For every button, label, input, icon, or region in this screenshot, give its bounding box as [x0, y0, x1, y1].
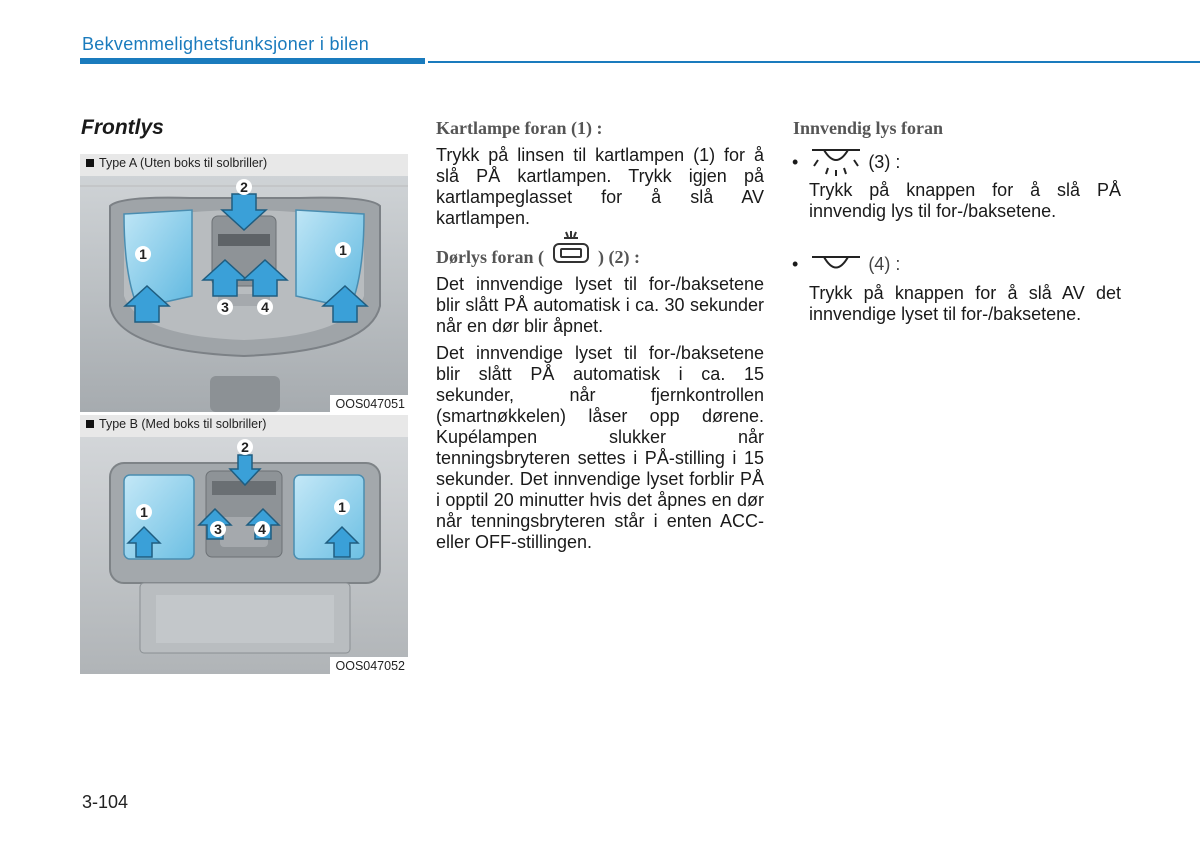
header-rule-thick: [80, 58, 425, 64]
bullet: •: [792, 253, 799, 274]
callout-1-right: 1: [338, 499, 346, 515]
lamp-on-icon: [810, 146, 862, 178]
figure-type-b: [80, 415, 408, 674]
figure-caption: Type B (Med boks til solbriller): [86, 417, 266, 431]
lamp-off-item: [792, 252, 900, 276]
figure-type-b-illustration: [80, 437, 408, 674]
figure-type-a-illustration: [80, 176, 408, 412]
figure-type-a: [80, 154, 408, 412]
lamp-off-icon: [810, 252, 862, 276]
callout-4: 4: [261, 299, 269, 315]
door-light-paragraph-1: Det innvendige lyset til for-/baksetene blir slått PÅ automatisk i ca. 30 sekunder når en dør blir åpnet.: [436, 274, 764, 336]
lamp-on-item: [792, 146, 900, 178]
callout-3: 3: [214, 521, 222, 537]
map-lamp-text: Trykk på linsen til kartlampen (1) for å slå PÅ kartlampen. Trykk igjen på kartlampeglasset for å slå AV kartlampen.: [436, 145, 764, 228]
map-lamp-heading: Kartlampe foran (1) :: [436, 118, 603, 138]
figure-code: OOS047051: [330, 395, 409, 412]
callout-2: 2: [240, 179, 248, 195]
callout-1-left: 1: [140, 504, 148, 520]
page-number: 3-104: [82, 792, 129, 812]
lamp-on-text: Trykk på knappen for å slå PÅ innvendig lys til for-/baksetene.: [809, 180, 1121, 221]
lamp-on-label: (3) :: [868, 151, 901, 172]
lamp-off-text: Trykk på knappen for å slå AV det innvendige lyset til for-/baksetene.: [809, 283, 1121, 324]
running-header: Bekvemmelighetsfunksjoner i bilen: [82, 34, 370, 54]
interior-light-heading: Innvendig lys foran: [793, 118, 944, 138]
callout-2: 2: [241, 439, 249, 455]
door-light-paragraph-2: Det innvendige lyset til for-/baksetene blir slått PÅ automatisk i ca. 15 sekunder, når fjernkontrollen (smartnøkkelen) låser opp dørene. Kupélampen slukker når tenningsbryteren settes i PÅ-stilling i 15 sekunder. Det innvendige lyset forblir PÅ i opptil 20 minutter hvis det åpnes en dør når tenningsbryteren står i enten ACC- eller OFF-stillingen.: [436, 343, 764, 552]
section-title: Frontlys: [81, 116, 164, 139]
callout-1-right: 1: [339, 242, 347, 258]
column-middle: [436, 118, 764, 559]
figure-caption: Type A (Uten boks til solbriller): [86, 156, 267, 170]
lamp-off-label: (4) :: [868, 253, 901, 274]
callout-1-left: 1: [139, 246, 147, 262]
callout-4: 4: [258, 521, 266, 537]
header-rule-thin: [428, 61, 1200, 63]
bullet: •: [792, 151, 799, 172]
door-light-icon: [546, 228, 596, 274]
callout-3: 3: [221, 299, 229, 315]
door-light-heading: Dørlys foran ( ) (2) :: [436, 247, 764, 268]
figure-code: OOS047052: [330, 657, 409, 674]
